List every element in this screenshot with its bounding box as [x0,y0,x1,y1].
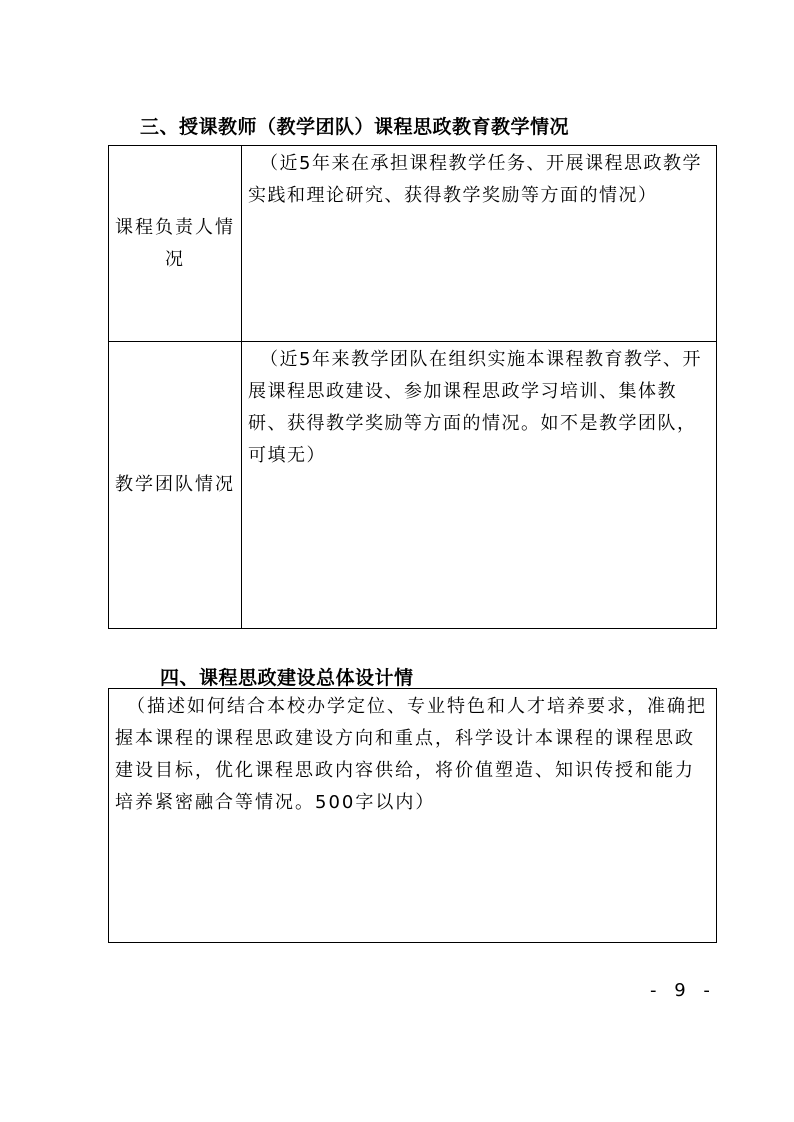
table-row-teaching-team [109,342,717,629]
section4-heading: 四、课程思政建设总体设计情 [160,667,414,689]
row-content-teaching-team[interactable] [242,342,717,629]
table-row-course-leader [109,146,717,342]
row-content-course-leader[interactable] [242,146,717,342]
section4-instruction: （描述如何结合本校办学定位、专业特色和人才培养要求，准确把握本课程的课程思政建设方向和重点，科学设计本课程的课程思政建设目标，优化课程思政内容供给，将价值塑造、知识传授和能力培养紧密融合等情况。500字以内） [115,696,707,813]
row-instruction-course-leader: （近5年来在承担课程教学任务、开展课程思政教学实践和理论研究、获得教学奖励等方面的情况） [248,153,702,206]
row-label-teaching-team: 教学团队情况 [109,342,242,629]
row-label-course-leader: 课程负责人情况 [109,146,242,342]
section3-heading: 三、授课教师（教学团队）课程思政教育教学情况 [140,116,570,138]
section4-content-box[interactable] [108,688,717,943]
page-number: - 9 - [650,980,716,1001]
row-instruction-teaching-team: （近5年来教学团队在组织实施本课程教育教学、开展课程思政建设、参加课程思政学习培训、集体教研、获得教学奖励等方面的情况。如不是教学团队，可填无） [248,349,702,466]
section3-table [108,145,717,629]
